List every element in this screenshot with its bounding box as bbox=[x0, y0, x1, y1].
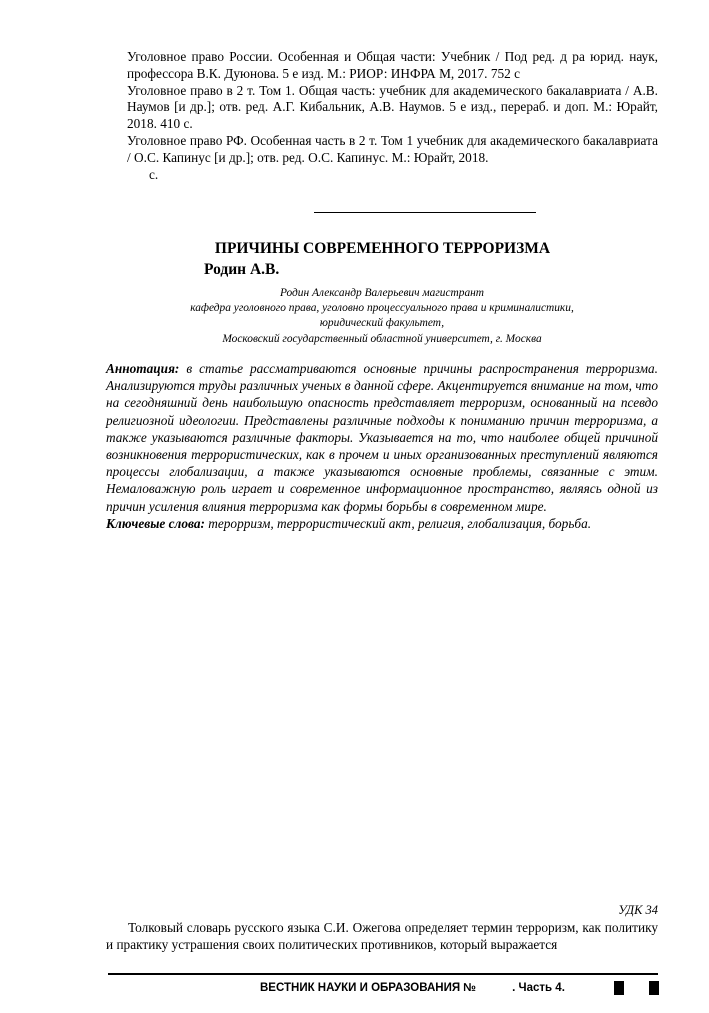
section-divider bbox=[314, 212, 536, 213]
reference-item: Уголовное право в 2 т. Том 1. Общая часть: учебник для академического бакалавриата / А.В. Наумов [и др.]; отв. ред. А.Г. Кибальник, А.В. Наумов. 5 е изд., перераб. и доп. М.: Юрайт, 2018. 410 с. bbox=[127, 82, 658, 132]
affiliation-line: юридический факультет, bbox=[319, 317, 445, 330]
abstract-paragraph bbox=[106, 360, 658, 515]
affiliation-line: Московский государственный областной университет, г. Москва bbox=[222, 332, 542, 345]
udc-code: УДК 34 bbox=[618, 903, 658, 917]
reference-tail: с. bbox=[149, 166, 159, 182]
reference-item: Уголовное право России. Особенная и Общая части: Учебник / Под ред. д ра юрид. наук, профессора В.К. Дуюнова. 5 е изд. М.: РИОР: ИНФРА М, 2017. 752 с bbox=[127, 49, 658, 81]
keywords-label: Ключевые слова: bbox=[106, 515, 205, 531]
author-affiliation bbox=[108, 286, 656, 347]
journal-part: . Часть 4. bbox=[512, 982, 565, 994]
abstract-label: Аннотация: bbox=[106, 361, 180, 376]
footer-mark bbox=[649, 981, 659, 995]
affiliation-line: кафедра уголовного права, уголовно процессуального права и криминалистики, bbox=[190, 302, 574, 315]
references-list bbox=[127, 49, 658, 183]
keywords-text: терорризм, террористический акт, религия, глобализация, борьба. bbox=[204, 515, 592, 531]
footer-divider bbox=[108, 973, 658, 975]
reference-item: Уголовное право РФ. Особенная часть в 2 т. Том 1 учебник для академического бакалавриата / О.С. Капинус [и др.]; отв. ред. О.С. Капинус. М.: Юрайт, 2018. bbox=[127, 132, 658, 165]
journal-name: ВЕСТНИК НАУКИ И ОБРАЗОВАНИЯ № bbox=[260, 982, 477, 994]
article-author: Родин А.В. bbox=[204, 261, 280, 278]
abstract-text: в статье рассматриваются основные причины распространения терроризма. Анализируются труды различных ученых в данной сфере. Акцентируется внимание на том, что на сегодняшний день наибольшую опасность представляет терроризм, основанный на псевдо религиозной идеологии. Представлены различные подходы к пониманию причин терроризма, а также указываются различные факторы. Указывается на то, что наиболее общей причиной возникновения террористических, как в прочем и иных организованных преступлений являются процессы глобализации, а также указываются основные проблемы, связанные с этим. Немаловажную роль играет и современное информационное пространство, являясь одной из причин усиления влияния терроризма как формы борьбы в современном мире. bbox=[106, 361, 658, 514]
body-paragraph: Толковый словарь русского языка С.И. Ожегова определяет термин терроризм, как политику и практику устрашения своих политических противников, который выражается bbox=[106, 920, 658, 952]
abstract-block bbox=[106, 360, 658, 532]
affiliation-line: Родин Александр Валерьевич магистрант bbox=[279, 287, 485, 299]
article-body bbox=[106, 919, 658, 953]
page-footer bbox=[260, 982, 565, 994]
footer-mark bbox=[614, 981, 624, 995]
article-title: ПРИЧИНЫ СОВРЕМЕННОГО ТЕРРОРИЗМА bbox=[214, 240, 551, 257]
keywords-paragraph bbox=[106, 515, 658, 532]
